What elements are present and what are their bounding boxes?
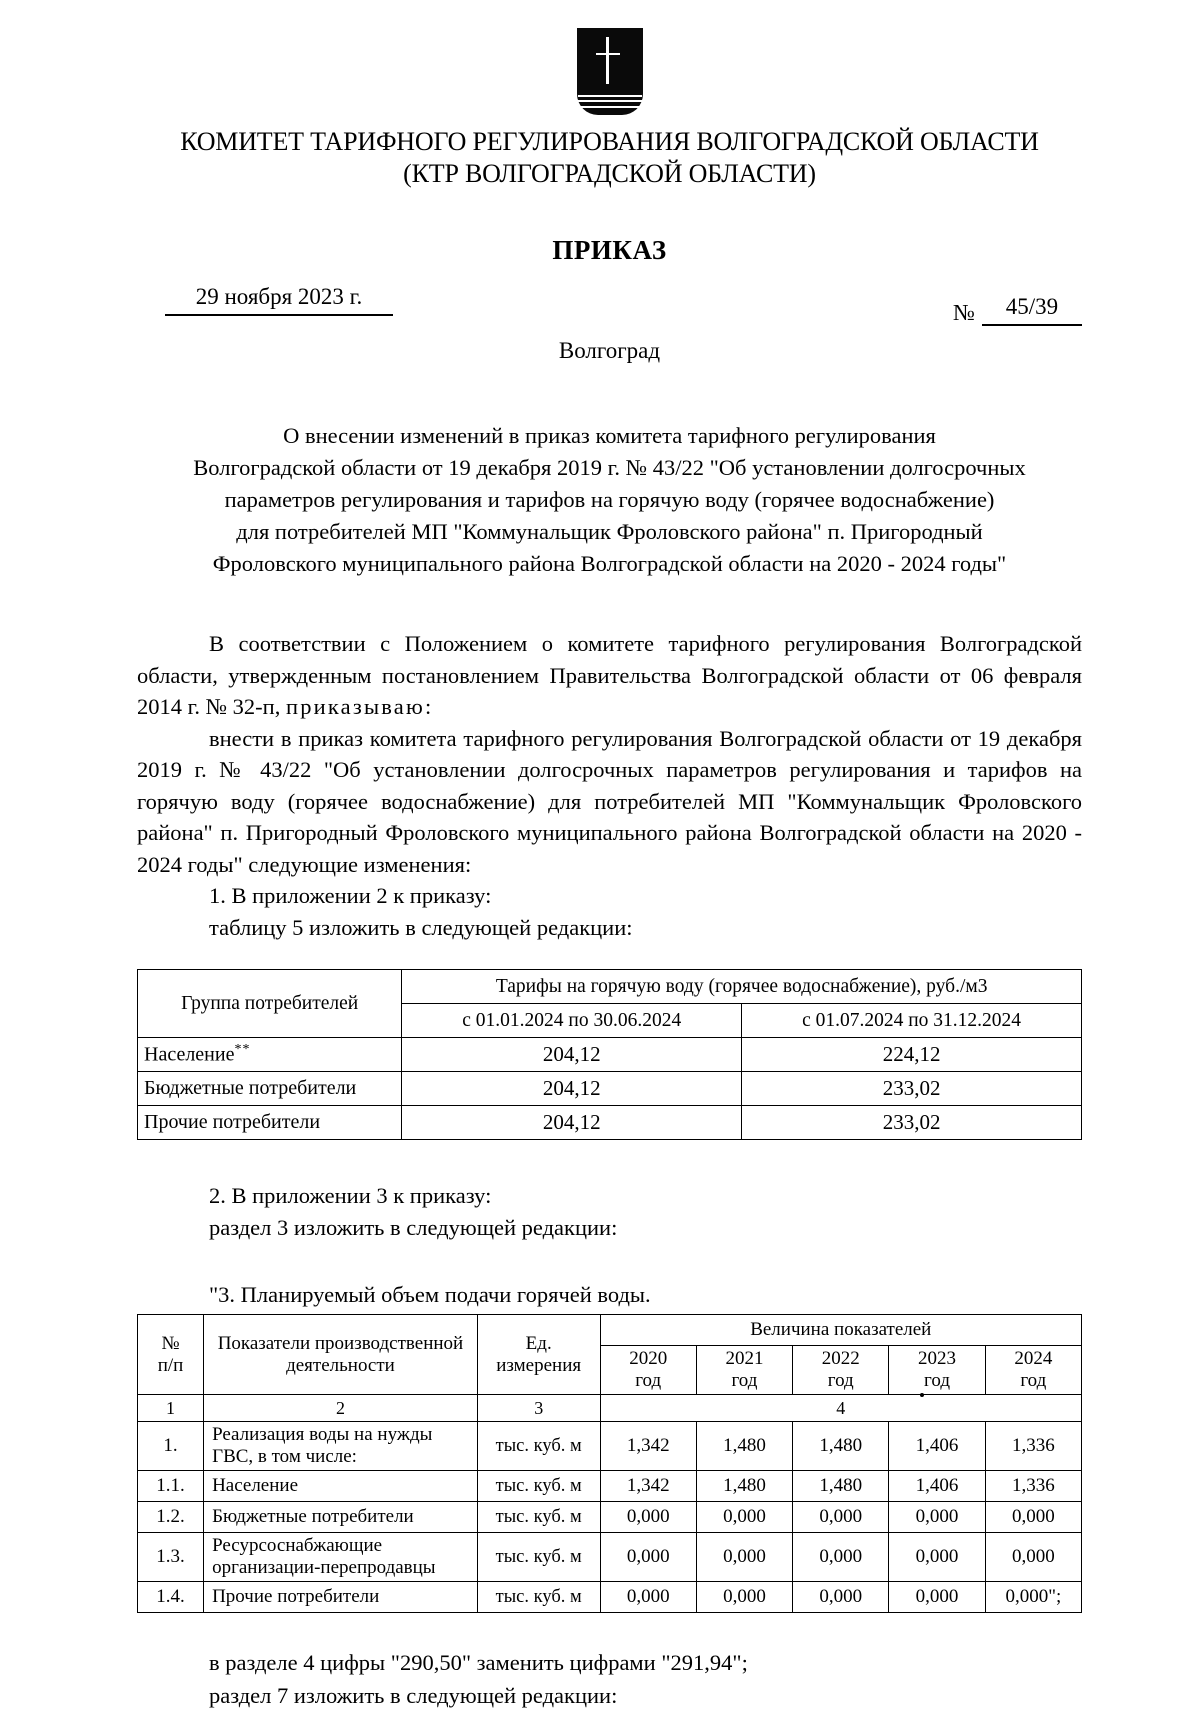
volumes-row-unit-2: тыс. куб. м [477,1471,600,1502]
volumes-row-1-v2: 1,480 [696,1422,792,1471]
table-row [138,1395,1082,1422]
volumes-row-indicator-1-line2: ГВС, в том числе: [212,1446,357,1467]
volumes-row-no-5: 1.4. [138,1582,204,1613]
amendment-intro-paragraph: внести в приказ комитета тарифного регулирования Волгоградской области от 19 декабря 2019 г. № 43/22 "Об установлении долгосрочных параметров регулирования и тарифов на горячую воду (горячее водоснабжение) для потребителей МП "Коммунальщик Фроловского района" п. Пригородный Фроловского муниципального района Волгоградской области на 2020 - 2024 годы" следующие изменения: [137,725,1082,877]
emblem-container [137,0,1082,120]
volumes-header-span: Величина показателей [600,1315,1081,1346]
volumes-header-no-line1: № [161,1332,180,1354]
volumes-row-5-v1: 0,000 [600,1582,696,1613]
table-row [138,1038,1082,1072]
item-2-heading: 2. В приложении 3 к приказу: [209,1183,492,1209]
volumes-header-unit [477,1315,600,1395]
volumes-row-5-v2: 0,000 [696,1582,792,1613]
volumes-colnum-1: 1 [138,1395,204,1422]
tariffs-span-header: Тарифы на горячую воду (горячее водоснабжение), руб./м3 [402,970,1082,1004]
tail-line-2: раздел 7 изложить в следующей редакции: [209,1682,618,1708]
table-row [138,1422,1082,1471]
volumes-row-indicator-1-line1: Реализация воды на нужды [212,1424,433,1445]
organization-header [137,126,1082,189]
table-row [138,1471,1082,1502]
volumes-row-2-v2: 1,480 [696,1471,792,1502]
volumes-row-4-v2: 0,000 [696,1533,792,1582]
volumes-colnum-3: 3 [477,1395,600,1422]
volumes-row-2-v4: 1,406 [889,1471,985,1502]
subject-line-2: Волгоградской области от 19 декабря 2019 г. № 43/22 "Об установлении долгосрочных [193,455,1026,481]
year-suffix-2023: год [924,1370,950,1391]
tariffs-value-3-2: 233,02 [742,1106,1082,1140]
emblem-stripe-2 [578,100,642,102]
emblem-stripe-1 [578,95,642,97]
year-label-2024: 2024 [1014,1348,1053,1369]
volumes-header-year-2020 [600,1346,696,1395]
table-row [138,1582,1082,1613]
subject-line-5: Фроловского муниципального района Волгоградской области на 2020 - 2024 годы" [212,551,1007,577]
tariffs-row-label-1: Население [144,1043,235,1066]
volumes-row-no-2: 1.1. [138,1471,204,1502]
volumes-header-unit-line2: измерения [496,1354,582,1376]
organization-name-line2: (КТР ВОЛГОГРАДСКОЙ ОБЛАСТИ) [403,158,816,188]
volumes-row-1-v5: 1,336 [985,1422,1081,1471]
document-date: 29 ноября 2023 г. [165,284,393,316]
volumes-row-unit-1: тыс. куб. м [477,1422,600,1471]
emblem-stripe-3 [578,106,642,108]
item-2-subheading: раздел 3 изложить в следующей редакции: [209,1215,618,1241]
volumes-row-3-v3: 0,000 [793,1502,889,1533]
volumes-row-indicator-4-line1: Ресурсоснабжающие [212,1535,383,1556]
volumes-row-no-3: 1.2. [138,1502,204,1533]
tariffs-value-1-2: 224,12 [742,1038,1082,1072]
table-row [138,970,1082,1004]
volumes-header-no-line2: п/п [157,1354,184,1376]
volumes-row-2-v1: 1,342 [600,1471,696,1502]
volumes-row-3-v5: 0,000 [985,1502,1081,1533]
volumes-header-no [138,1315,204,1395]
preamble-paragraph [137,628,1082,723]
table-row [138,1533,1082,1582]
volumes-header-indicator-line2: деятельности [286,1354,395,1376]
volumes-row-2-v5: 1,336 [985,1471,1081,1502]
volumes-row-no-4: 1.3. [138,1533,204,1582]
emblem-shield-top [577,28,643,94]
volumes-row-4-v5: 0,000 [985,1533,1081,1582]
volumes-row-3-v1: 0,000 [600,1502,696,1533]
number-symbol: № [953,300,975,326]
document-number-group [953,294,1082,326]
volumes-row-unit-3: тыс. куб. м [477,1502,600,1533]
document-content [137,0,1082,1712]
tariffs-value-1-1: 204,12 [402,1038,742,1072]
year-label-2023: 2023 [918,1348,957,1369]
volumes-row-indicator-1 [204,1422,478,1471]
volumes-colnum-2: 2 [204,1395,478,1422]
order-verb: приказываю: [285,694,434,720]
volumes-row-1-v4: 1,406 [889,1422,985,1471]
year-suffix-2024: год [1020,1370,1047,1391]
tariffs-col-group-header: Группа потребителей [138,970,402,1038]
volumes-header-indicator-line1: Показатели производственной [217,1332,464,1354]
subject-line-4: для потребителей МП "Коммунальщик Фроловского района" п. Пригородный [236,519,983,545]
volumes-row-5-v3: 0,000 [793,1582,889,1613]
volumes-header-year-2022 [793,1346,889,1395]
document-body [137,628,1082,943]
document-number: 45/39 [982,294,1082,326]
document-tail [137,1647,1082,1712]
volumes-row-indicator-4-line2: организации-перепродавцы [212,1557,436,1578]
tail-line-1: в разделе 4 цифры "290,50" заменить цифрами "291,94"; [209,1650,748,1675]
volumes-row-3-v2: 0,000 [696,1502,792,1533]
year-label-2021: 2021 [725,1348,764,1369]
volumes-header-year-2021 [696,1346,792,1395]
tariffs-table [137,969,1082,1140]
tariffs-value-2-2: 233,02 [742,1072,1082,1106]
emblem-arms [596,53,620,55]
volumes-row-5-v4: 0,000 [889,1582,985,1613]
tariffs-row-name-1 [138,1038,402,1072]
subject-line-1: О внесении изменений в приказ комитета тарифного регулирования [283,423,936,449]
table-row [138,1502,1082,1533]
year-suffix-2022: год [827,1370,854,1391]
tariffs-value-2-1: 204,12 [402,1072,742,1106]
volumes-header-year-2024 [985,1346,1081,1395]
volumes-header-unit-line1: Ед. [525,1332,552,1354]
table-row [138,1106,1082,1140]
item-1-heading: 1. В приложении 2 к приказу: [209,883,492,909]
document-type-title: ПРИКАЗ [552,235,667,266]
volumes-row-1-v3: 1,480 [793,1422,889,1471]
volumes-row-4-v1: 0,000 [600,1533,696,1582]
item-1-subheading: таблицу 5 изложить в следующей редакции: [209,914,633,940]
document-city: Волгоград [558,338,661,364]
organization-name-line1: КОМИТЕТ ТАРИФНОГО РЕГУЛИРОВАНИЯ ВОЛГОГРАДСКОЙ ОБЛАСТИ [180,127,1039,156]
volumes-row-3-v4: 0,000 [889,1502,985,1533]
tariffs-period-header-1: с 01.01.2024 по 30.06.2024 [402,1004,742,1038]
tariffs-row-name-2: Бюджетные потребители [138,1072,402,1106]
document-subject [137,420,1082,580]
tariffs-row-name-3: Прочие потребители [138,1106,402,1140]
year-label-2022: 2022 [821,1348,860,1369]
volumes-table-title: "3. Планируемый объем подачи горячей воды. [209,1282,651,1307]
stray-mark [920,1393,924,1397]
volumes-row-unit-5: тыс. куб. м [477,1582,600,1613]
volumes-table [137,1314,1082,1613]
tariffs-period-header-2: с 01.07.2024 по 31.12.2024 [742,1004,1082,1038]
tariffs-footnote-marker: ** [234,1042,251,1058]
subject-line-3: параметров регулирования и тарифов на горячую воду (горячее водоснабжение) [224,487,995,513]
volumes-row-unit-4: тыс. куб. м [477,1533,600,1582]
volumes-row-5-v5: 0,000"; [985,1582,1081,1613]
volumes-row-4-v4: 0,000 [889,1533,985,1582]
preamble-text: В соответствии с Положением о комитете тарифного регулирования Волгоградской области, утвержденным постановлением Правительства Волгоградской области от 06 февраля 2014 г. № 32-п, [137,631,1082,720]
volumes-colnum-4: 4 [600,1395,1081,1422]
date-number-row [137,284,1082,330]
item-2-block [137,1180,1082,1244]
coat-of-arms-icon [577,28,643,120]
volumes-row-4-v3: 0,000 [793,1533,889,1582]
volumes-row-indicator-4 [204,1533,478,1582]
year-suffix-2021: год [731,1370,758,1391]
emblem-figure [606,40,609,84]
volumes-header-indicator [204,1315,478,1395]
volumes-header-year-2023 [889,1346,985,1395]
year-label-2020: 2020 [629,1348,668,1369]
emblem-shield-bottom [577,94,643,115]
volumes-row-indicator-2: Население [204,1471,478,1502]
table-row [138,1315,1082,1346]
tariffs-value-3-1: 204,12 [402,1106,742,1140]
volumes-row-indicator-5: Прочие потребители [204,1582,478,1613]
volumes-row-indicator-3: Бюджетные потребители [204,1502,478,1533]
emblem-head [606,37,609,41]
volumes-row-1-v1: 1,342 [600,1422,696,1471]
year-suffix-2020: год [635,1370,662,1391]
table-row [138,1072,1082,1106]
volumes-row-2-v3: 1,480 [793,1471,889,1502]
volumes-row-no-1: 1. [138,1422,204,1471]
